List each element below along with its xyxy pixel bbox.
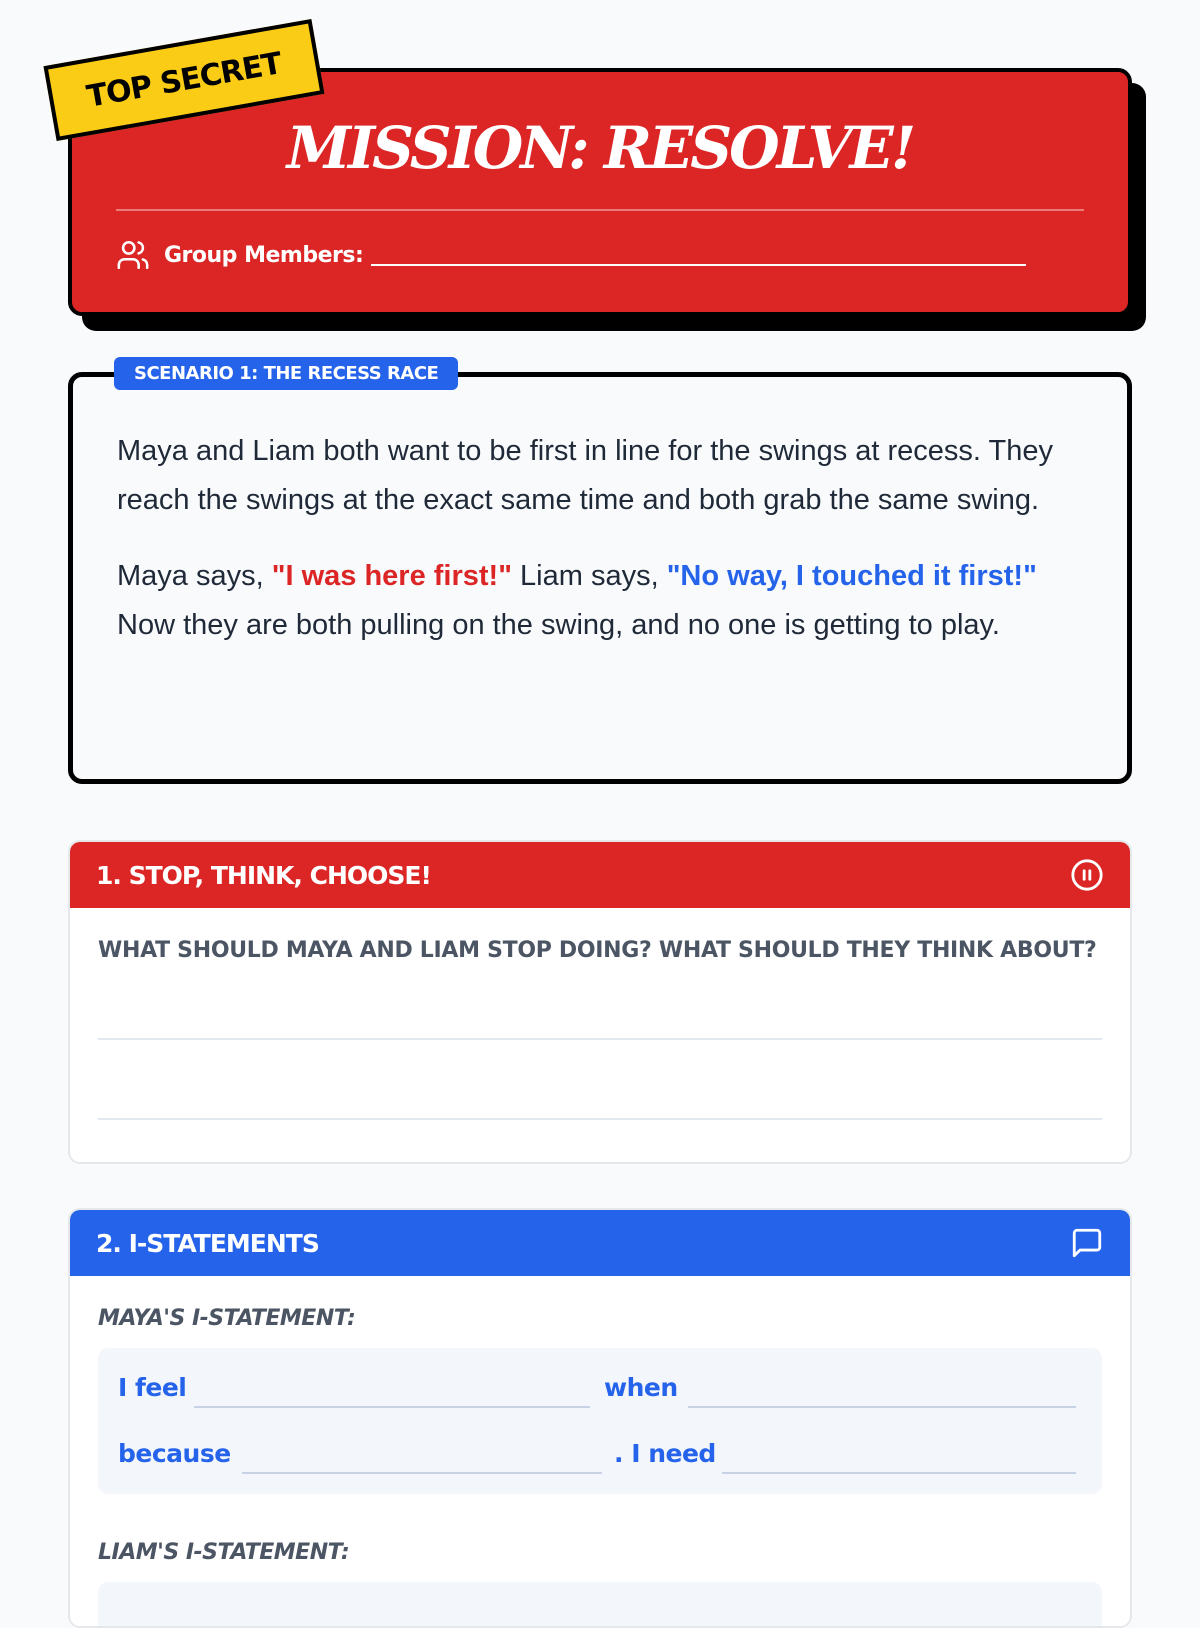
p2-end: Now they are both pulling on the swing, and no one is getting to play. xyxy=(117,609,1000,641)
answer-line-1[interactable] xyxy=(98,1038,1102,1040)
stop-think-choose-section xyxy=(68,840,1132,1164)
liam-statement-box xyxy=(98,1582,1102,1628)
section-1-prompt: WHAT SHOULD MAYA AND LIAM STOP DOING? WHAT SHOULD THEY THINK ABOUT? xyxy=(98,938,1097,963)
section-1-title: 1. STOP, THINK, CHOOSE! xyxy=(96,860,431,890)
pause-icon xyxy=(1070,858,1104,892)
scenario-paragraph-1: Maya and Liam both want to be first in line for the swings at recess. They reach the swings at the exact same time and both grab the same swing. xyxy=(117,435,1053,516)
scenario-text xyxy=(117,427,1097,677)
group-members-row xyxy=(116,238,1026,272)
section-2-header xyxy=(70,1210,1130,1276)
header-divider xyxy=(116,209,1084,211)
because-blank[interactable] xyxy=(242,1472,602,1474)
when-label: when xyxy=(604,1373,678,1402)
when-blank[interactable] xyxy=(688,1406,1076,1408)
i-need-label: . I need xyxy=(614,1439,716,1468)
because-label: because xyxy=(118,1439,231,1468)
stamp-text: TOP SECRET xyxy=(84,45,284,115)
maya-statement-label: MAYA'S I-STATEMENT: xyxy=(98,1306,356,1331)
mission-title: MISSION: RESOLVE! xyxy=(286,114,914,182)
i-feel-label: I feel xyxy=(118,1373,187,1402)
section-2-title: 2. I-STATEMENTS xyxy=(96,1228,319,1258)
p2-mid: Liam says, xyxy=(511,560,667,592)
message-icon xyxy=(1070,1226,1104,1260)
scenario-paragraph-2 xyxy=(117,552,1097,650)
scenario-tag: SCENARIO 1: THE RECESS RACE xyxy=(114,357,458,390)
liam-statement-label: LIAM'S I-STATEMENT: xyxy=(98,1540,350,1565)
fill-row-2 xyxy=(118,1436,1082,1476)
scenario-box xyxy=(68,372,1132,784)
answer-line-2[interactable] xyxy=(98,1118,1102,1120)
liam-quote: "No way, I touched it first!" xyxy=(666,560,1037,592)
group-members-field[interactable] xyxy=(371,264,1026,266)
i-statements-section xyxy=(68,1208,1132,1628)
maya-statement-box xyxy=(98,1348,1102,1494)
section-1-header xyxy=(70,842,1130,908)
feeling-blank[interactable] xyxy=(194,1406,590,1408)
need-blank[interactable] xyxy=(722,1472,1076,1474)
users-icon xyxy=(116,238,150,272)
p2-intro: Maya says, xyxy=(117,560,272,592)
maya-quote: "I was here first!" xyxy=(271,560,512,592)
group-members-label: Group Members: xyxy=(164,242,364,268)
fill-row-1 xyxy=(118,1370,1082,1410)
